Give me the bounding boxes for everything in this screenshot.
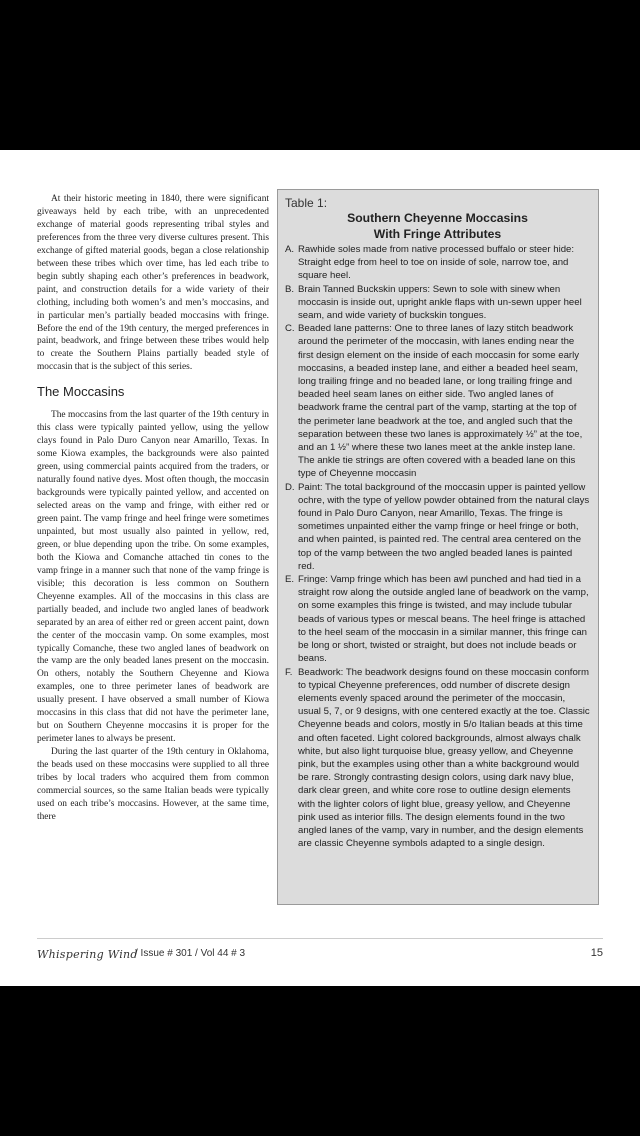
body-paragraph: During the last quarter of the 19th century in Oklahoma, the beads used on these moccasins were supplied to all three tribes by local traders who acquired them from common commercial sources, so the same Italian beads were typically used on each tribe’s moccasins. However, at the same time, there (37, 747, 269, 822)
attribute-item (285, 481, 590, 573)
item-letter: C. (285, 323, 295, 335)
item-text: Fringe: Vamp fringe which has been awl punched and had tied in a straight row along the outside angled lane of beadwork on the vamp, on some examples this fringe is twisted, and may include tubular beads of various types or mescal beans. The heel fringe is attached to the heel seam of the moccasin in a similar manner, this fringe can be long or short, twisted or straight, but does not include beads or beans. (298, 574, 589, 665)
item-letter: E. (285, 574, 295, 586)
table-title-line: With Fringe Attributes (373, 226, 502, 241)
item-text: Brain Tanned Buckskin uppers: Sewn to sole with sinew when moccasin is inside out, upright ankle flaps with un-sewn upper heel seam, and wide variety of buckskin tongues. (298, 283, 582, 322)
item-letter: A. (285, 244, 295, 255)
intro-paragraph: At their historic meeting in 1840, there were significant giveaways held by each tribe, with an unprecedented exchange of material goods representing tribal styles and preferences from the three very diverse cultures present. This exchange of gifted material goods, began a close relationship between these tribes which over time, has led each tribe to begin subtly shaping each other’s preferences in beadwork, paint, and construction details for a wide variety of their clothing, including both women’s and men’s moccasins, and in particular men’s partially beaded moccasins with fringe. Before the end of the 19th century, the merged preferences in paint, beadwork, and fringe between these tribes would help to create the Southern Plains partially beaded style of moccasin that is the subject of this series. (37, 194, 269, 373)
table-sidebar (277, 189, 599, 905)
table-title-line: Southern Cheyenne Moccasins (347, 211, 528, 225)
page-number: 15 (590, 947, 603, 959)
attribute-item (285, 573, 590, 665)
table-title (285, 211, 590, 242)
issue-info: / Issue # 301 / Vol 44 # 3 (135, 948, 246, 959)
section-heading: The Moccasins (37, 384, 125, 400)
table-label: Table 1: (285, 196, 328, 210)
item-letter: F. (285, 666, 293, 678)
attribute-item (285, 283, 590, 323)
item-letter: B. (285, 283, 295, 295)
attribute-item (285, 243, 590, 283)
article-column (37, 193, 269, 824)
magazine-page (0, 150, 640, 986)
attribute-item (285, 322, 590, 480)
item-text: Paint: The total background of the moccasin upper is painted yellow ochre, with the type of yellow powder obtained from the natural clays found in Palo Duro Canyon, near Amarillo, Texas. The fringe is sometimes unpainted either the vamp fringe or heel fringe or both, and when painted, is painted red. The central area centered on the top of the vamp between the two angled beaded lanes is painted red. (298, 481, 590, 572)
item-text: Rawhide soles made from native processed buffalo or steer hide: Straight edge from heel to toe on inside of sole, narrow toe, and square heel. (298, 244, 575, 282)
attribute-list (285, 243, 590, 850)
page-footer (37, 938, 603, 969)
item-text: Beaded lane patterns: One to three lanes of lazy stitch beadwork around the perimeter of the moccasin, with lanes ending near the first design element on the inside of each moccasin for some early moccasins, a beaded instep lane, and either a beaded heel seam, long trailing fringe and no beaded lane, or long trailing fringe and beaded heel seam lanes on either side. Two angled lanes of beadwork frame the central part of the vamp, starting at the top of the perimeter lane beadwork at the toe, and angled such that the separation between these two lanes is approximately ½” at the toe, and an 1 ½” where these two lanes meet at the ankle instep lane. The ankle tie strings are often covered with a beaded lane on this type of Cheyenne moccasin (298, 323, 583, 480)
item-letter: D. (285, 481, 295, 493)
publication-logo: Whispering Wind (37, 948, 138, 961)
body-paragraph: The moccasins from the last quarter of the 19th century in this class were typically painted yellow, using the yellow clays found in Palo Duro Canyon near Amarillo, Texas. In some Kiowa examples, the backgrounds were also painted green, using commercial paints acquired from the traders, or naturally found native dyes. Most often though, the moccasin backgrounds were typically painted yellow, and accented on selected areas on the vamp and fringe, with either red or green paint. The vamp fringe and heel fringe were sometimes unpainted, but most usually also painted in yellow, red, green, or blue depending upon the tribe. On some examples, both the Kiowa and Comanche attached tin cones to the vamp fringe in a manner such that none of the vamp fringe is visible; this decoration is less common on Southern Cheyenne examples. All of the moccasins in this class are partially beaded, and include two angled lanes of beadwork separated by an area of either red or green accent paint, down the center of the moccasin vamp. On some examples, most typically Comanche, these two angled lanes of beadwork on the vamp are the only beaded lanes present on the moccasin. On others, notably the Southern Cheyenne and Kiowa examples, one to three perimeter lanes of beadwork are usually present. I have observed a small number of Kiowa moccasins in this class that did not have the perimeter lane, but on Southern Cheyenne moccasins it is proper for the perimeter lanes to always be present. (37, 410, 269, 745)
item-text: Beadwork: The beadwork designs found on these moccasin conform to typical Cheyenne preferences, odd number of discrete design elements evenly spaced around the perimeter of the moccasin, usual 5, 7, or 9 designs, with one centered exactly at the toe. Classic Cheyenne beads and colors, mostly in 5/o Italian beads at this time and often faceted. Light colored backgrounds, almost always chalk white, but also light turquoise blue, greasy yellow, and Cheyenne pink, but the examples using other than a white background would be rare. Strongly contrasting design colors, using dark navy blue, dark clear green, and white core rose to outline design elements with the lighter colors of light blue, greasy yellow, and Cheyenne pink used as interior fills. The design elements found in the two angled lanes of the vamp, vary in number, and the design elements are classic Cheyenne symbols adapted to a single design. (298, 666, 590, 850)
attribute-item (285, 666, 590, 851)
